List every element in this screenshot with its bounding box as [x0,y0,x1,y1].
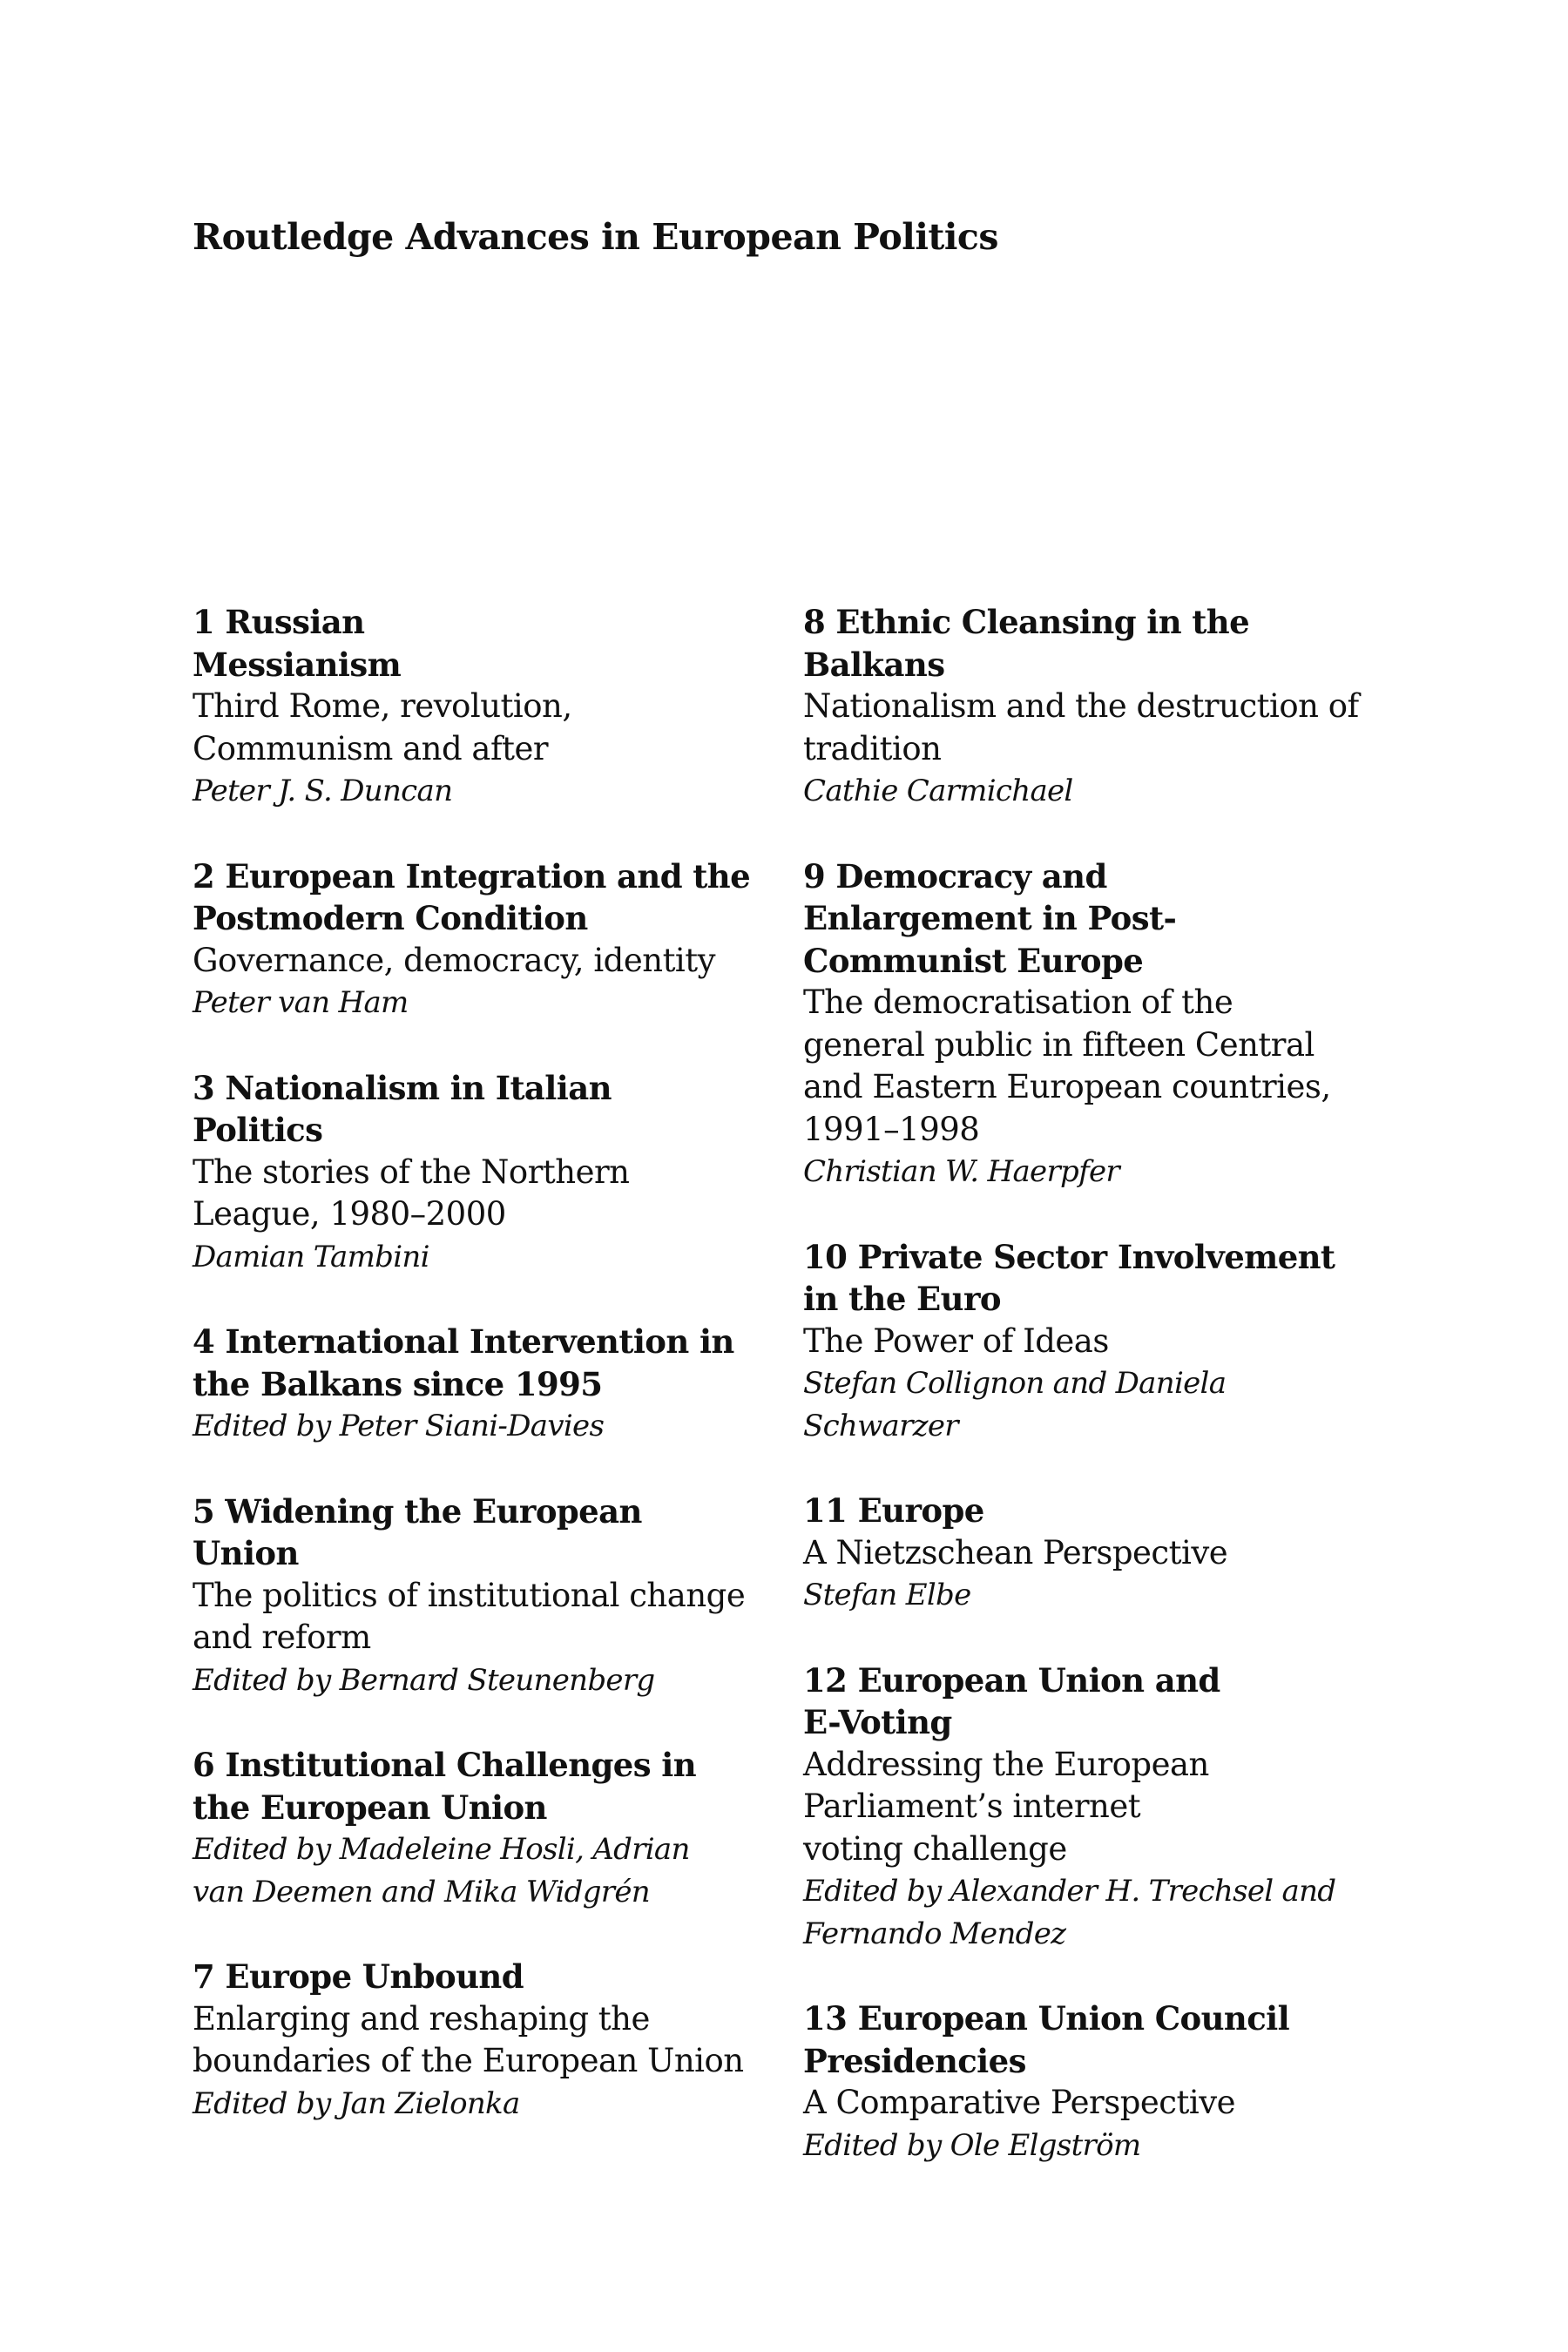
book-entry [803,855,1361,1193]
book-author: Stefan Collignon and Daniela Schwarzer [803,1366,1227,1443]
book-entry [193,1956,750,2125]
book-entry [803,1997,1361,2166]
book-title: 3 Nationalism in Italian Politics [193,1068,612,1149]
book-author: Edited by Alexander H. Trechsel and Fernando Mendez [803,1874,1336,1951]
book-author: Edited by Madeleine Hosli, Adrian van Deemen and Mika Widgrén [193,1832,690,1909]
book-title: 1 Russian Messianism [193,603,402,684]
book-subtitle: Governance, democracy, identity [193,941,716,979]
book-entry [803,601,1361,813]
book-author: Edited by Peter Siani-Davies [193,1409,605,1443]
book-title: 10 Private Sector Involvement in the Euro [803,1237,1335,1318]
book-subtitle: Addressing the European Parliament’s internet voting challenge [803,1745,1209,1868]
book-author: Edited by Bernard Steunenberg [193,1662,655,1698]
book-author: Edited by Ole Elgström [803,2127,1141,2163]
book-author: Stefan Elbe [803,1578,971,1612]
right-column [803,601,1361,2166]
book-title: 2 European Integration and the Postmodern Condition [193,856,751,937]
book-subtitle: Nationalism and the destruction of tradition [803,687,1359,767]
book-entry [193,601,750,813]
book-title: 8 Ethnic Cleansing in the Balkans [803,603,1250,684]
book-entry [193,1321,750,1448]
book-title: 11 Europe [803,1491,984,1530]
book-subtitle: The Power of Ideas [803,1321,1109,1360]
book-title: 12 European Union and E-Voting [803,1660,1220,1741]
book-entry [803,1236,1361,1448]
book-subtitle: A Comparative Perspective [803,2084,1236,2121]
book-author: Peter van Ham [193,985,409,1020]
book-author: Peter J. S. Duncan [193,774,453,808]
series-title: Routledge Advances in European Politics [193,216,998,258]
book-entry [193,1744,750,1913]
book-entry [193,1490,750,1702]
book-author: Cathie Carmichael [803,774,1073,808]
book-subtitle: The democratisation of the general public in fifteen Central and Eastern European countries, 1991–1998 [803,983,1331,1148]
book-title: 4 International Intervention in the Balkans since 1995 [193,1322,734,1403]
book-subtitle: The stories of the Northern League, 1980–2000 [193,1152,630,1233]
book-entry [193,855,750,1024]
book-title: 6 Institutional Challenges in the European Union [193,1746,696,1827]
book-author: Christian W. Haerpfer [803,1154,1119,1189]
book-subtitle: Enlarging and reshaping the boundaries of the European Union [193,1999,744,2079]
book-title: 9 Democracy and Enlargement in Post-Communist Europe [803,856,1177,980]
book-subtitle: A Nietzschean Perspective [803,1533,1228,1571]
book-title: 5 Widening the European Union [193,1491,642,1572]
book-entry [193,1067,750,1279]
book-subtitle: The politics of institutional change and reform [193,1576,746,1656]
book-entry [803,1490,1361,1617]
book-title: 13 European Union Council Presidencies [803,1999,1290,2080]
book-author: Edited by Jan Zielonka [193,2085,520,2121]
left-column [193,601,750,2125]
book-entry [803,1659,1361,1956]
book-subtitle: Third Rome, revolution, Communism and after [193,687,572,767]
book-author: Damian Tambini [193,1239,429,1274]
book-title: 7 Europe Unbound [193,1957,524,1996]
